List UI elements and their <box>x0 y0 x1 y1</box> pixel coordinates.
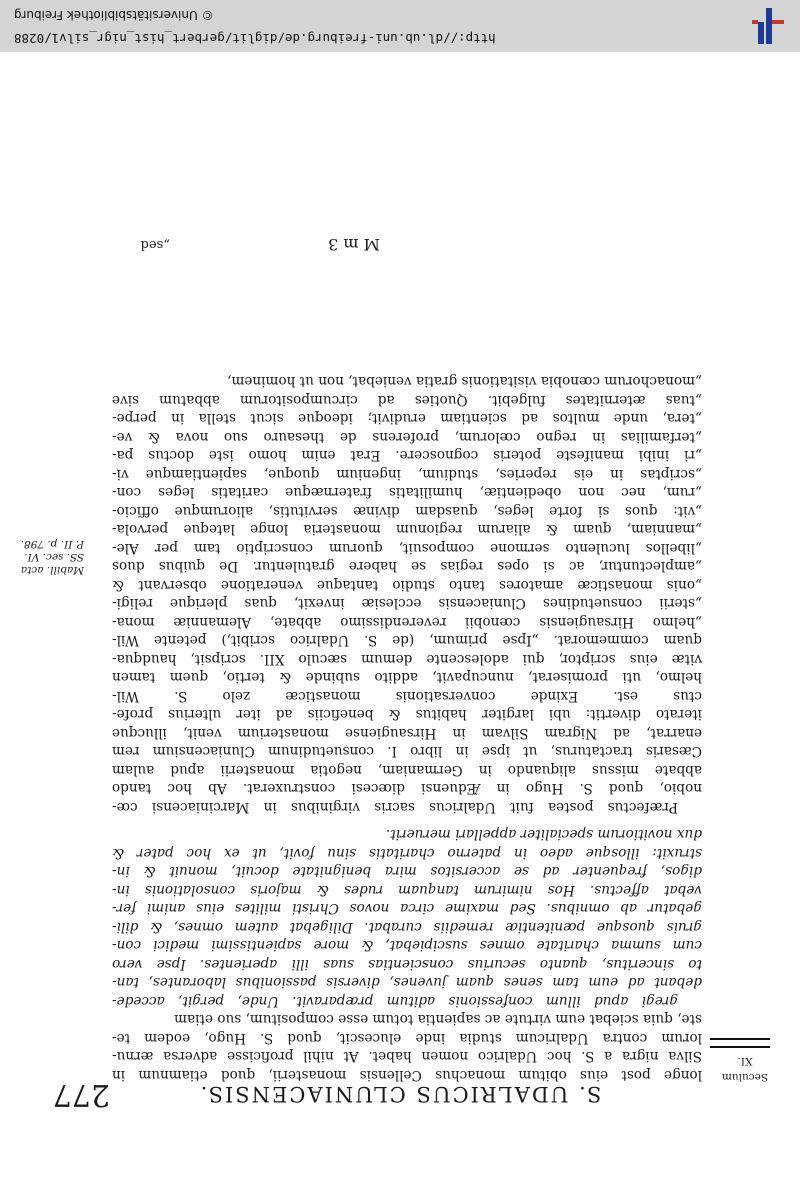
text-line: lorum contra Udalricum studia inde elucescit, quod S. Hugo, eodem te- <box>112 1030 702 1046</box>
text-line: „ri inibi manifeste poteris cognoscere. Erat enim homo iste doctus pa- <box>112 447 702 464</box>
text-line: gruis quosque pœnitentiæ remediis curabat. Diligebat autem omnes, & dili- <box>112 919 702 935</box>
side-note-line: P. II. p. 798. <box>20 538 84 550</box>
text-line: gregi apud illum confessionis aditum præparavit. Unde, pergit, accede- <box>112 993 678 1009</box>
text-line: Silva nigra a S. hoc Udalrico nomen habet. At nihil proficisse adversa ærnu- <box>112 1048 702 1065</box>
page-number: 277 <box>52 1077 110 1112</box>
text-line: „amplectuntur, ac si opes regias se habere gratulentur. De quibus duos <box>112 558 702 575</box>
side-note-line: SS. sec. VI. <box>24 551 84 563</box>
text-line: „terfamilias in regno cœlorum, proferens de thesauro suo nova & ve- <box>112 429 702 445</box>
text-line: ste, quia sciebat eum virtute ac sapientia totum esse compositum, suo etiam <box>174 1011 702 1028</box>
paragraph-1 <box>112 1010 702 1084</box>
text-line: ctus est. Exinde conversationis monasticæ zelo S. Wil- <box>112 688 702 704</box>
text-line: abbate missus aliquando in Germaniam, negotia monasterii apud aulam <box>112 762 702 778</box>
text-line: vebat affectus. Hos nimirum tanquam rudes & majoris consolationis in- <box>112 882 702 898</box>
text-line: dux novitiorum specialiter appellari meruerit. <box>385 826 702 843</box>
side-note-line: Mabill. acta <box>20 564 84 576</box>
text-line: longe post eius obitum monachus Cellensis monasterii, quod etiamnum in <box>112 1067 702 1083</box>
text-line: „tera, unde multos ad scientiam erudivit; ideoque sicut stella in perpe- <box>112 410 702 427</box>
text-line: „manniam, quam & aliarum regionum monasteria longe lateque pervola- <box>112 521 702 538</box>
margin-seculum: Seculum <box>721 1071 769 1083</box>
signature-mark: M m 3 <box>328 235 380 254</box>
text-line: „sterii consuetudines Cluniacensis ecclesiæ invexit, quas plerique religi- <box>112 595 702 612</box>
text-line: enarrat, ad Nigram Silvam in Hirsaugiense monasterium venit, illucque <box>112 725 702 741</box>
document-url-link[interactable]: http://dl.ub.uni-freiburg.de/diglit/gerbert_hist_nigr_silv1/0288 <box>14 31 496 46</box>
margin-rule <box>710 1038 770 1048</box>
text-line: Cæsaris tractaturus, ut ipse in libro I. consuetudinum Cluniacensium rem <box>112 743 702 760</box>
side-note <box>4 537 84 576</box>
text-line: „helmo Hirsaugiensis cœnobii reverendissimo abbate, Alemanniæ mona- <box>112 614 702 630</box>
text-line: „rum, nec non obedientiæ, humilitatis fraternæque caritatis leges con- <box>112 484 702 501</box>
text-line: quam commemorat. „Ipse primum, (de S. Udalrico scribit,) petente Wil- <box>112 632 702 649</box>
text-line: „libellos luculento sermone composuit, quorum conscriptio tam per Ale- <box>112 540 702 556</box>
text-line: „vit: quos si forte leges, quasdam divinæ servitutis, aliorumque officio- <box>112 503 702 519</box>
text-line: digos, frequenter ad se accersitos mira benignitate docuit, monuit & in- <box>112 863 702 880</box>
text-line: to sinceritus, quanto securius conscientias suas illi aperientes. Ipse vero <box>112 956 702 972</box>
text-line: debant ad eum tam senes quam juvenes, diversis passionibus laborantes, tan- <box>112 974 702 991</box>
text-line: Præfectus postea fuit Udalricus sacris virginibus in Marciniacensi cœ- <box>112 799 678 815</box>
catchword: „sed <box>140 237 170 252</box>
text-line: struxit: illosque adeo in paterno charitatis sinu fovit, ut ex hoc pater & <box>112 845 702 861</box>
copyright-notice: © Universitätsbibliothek Freiburg <box>14 8 214 22</box>
italic-quotation <box>112 825 702 1010</box>
text-line: cum summa charitate omnes suscipiebat, & more sapientissimi medici con- <box>112 937 702 954</box>
margin-century: XI. <box>737 1055 753 1067</box>
text-line: „monachorum cœnobia visitationis gratia veniebat, non ut hominem, <box>227 373 702 390</box>
text-line: „onis monasticæ amatores tanto studio tantaque veneratione observant & <box>112 577 702 593</box>
paragraph-2 <box>112 372 702 816</box>
running-head: S. UDALRICUS CLUNIACENSIS. <box>198 1082 602 1106</box>
text-line: „scriptas in eis reperies, studium, ingenium quoque, sapientiamque vi- <box>112 466 702 482</box>
library-logo-icon <box>748 6 788 46</box>
text-line: vitæ eius scriptor, qui adolescente demum sæculo XII. scripsit, haudqua- <box>112 651 702 667</box>
text-line: „tuas æternitates fulgebit. Quoties ad circumpositorum abbatum sive <box>112 392 702 408</box>
text-line: iterato divertit: ubi largiter habitus & beneficiis ad iter ulterius profe- <box>112 706 702 723</box>
text-line: helmo, uti promiserat, nuncupavit, addito subinde & tertio, quem tamen <box>112 669 702 686</box>
text-line: gebatur ab omnibus. Sed maxime circa novos Christi milites eius animi fer- <box>112 900 702 917</box>
library-header-bar <box>0 0 800 52</box>
text-line: nobio, quod S. Hugo in Æduensi diœcesi construxerat. Ab hoc tando <box>112 780 702 797</box>
